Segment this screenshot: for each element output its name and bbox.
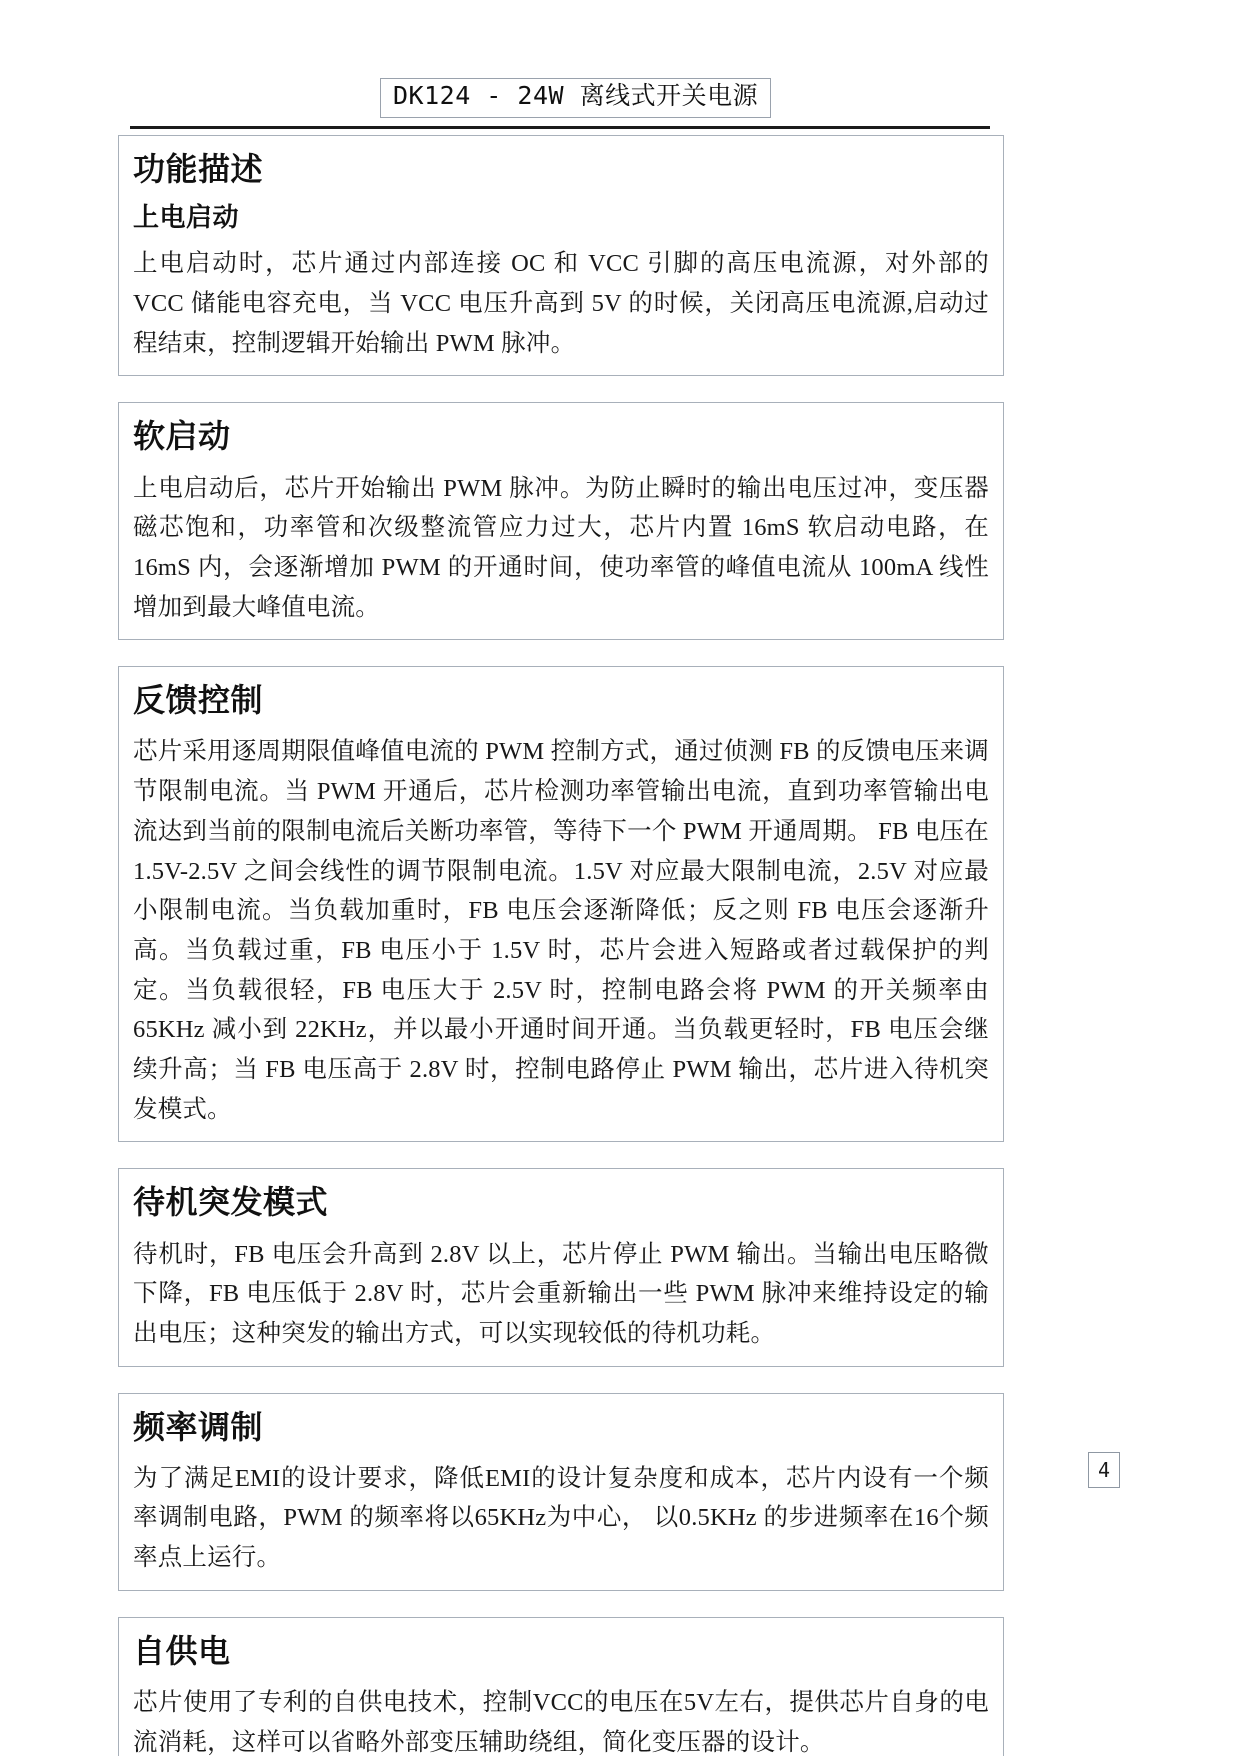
section-title: 功能描述 — [133, 150, 264, 188]
section-body: 为了满足EMI的设计要求，降低EMI的设计复杂度和成本，芯片内设有一个频率调制电路，PWM 的频率将以65KHz为中心， 以0.5KHz 的步进频率在16个频率点上运行。 — [133, 1464, 989, 1572]
section-title: 软启动 — [133, 417, 231, 456]
page-number: 4 — [1097, 1458, 1111, 1482]
section-body: 芯片采用逐周期限值峰值电流的 PWM 控制方式，通过侦测 FB 的反馈电压来调节限制电流。当 PWM 开通后，芯片检测功率管输出电流，直到功率管输出电流达到当前的限制电流后关断功率管，等待下一个 PWM 开通周期。 FB 电压在 1.5V-2.5V 之间会线性的调节限制电流。1.5V 对应最大限制电流，2.5V 对应最小限制电流。当负载加重时，FB 电压会逐渐降低；反之则 FB 电压会逐渐升高。当负载过重，FB 电压小于 1.5V 时，芯片会进入短路或者过载保护的判定。当负载很轻，FB 电压大于 2.5V 时，控制电路会将 PWM 的开关频率由 65KHz 减小到 22KHz，并以最小开通时间开通。当负载更轻时，FB 电压会继续升高；当 FB 电压高于 2.8V 时，控制电路停止 PWM 输出，芯片进入待机突发模式。 — [133, 738, 989, 1123]
section-self-power-supply — [118, 1617, 1004, 1756]
section-body: 上电启动后，芯片开始输出 PWM 脉冲。为防止瞬时的输出电压过冲，变压器磁芯饱和，功率管和次级整流管应力过大，芯片内置 16mS 软启动电路，在 16mS 内，会逐渐增加 PWM 的开通时间，使功率管的峰值电流从 100mA 线性增加到最大峰值电流。 — [133, 474, 989, 621]
section-body: 上电启动时，芯片通过内部连接 OC 和 VCC 引脚的高压电流源，对外部的 VCC 储能电容充电，当 VCC 电压升高到 5V 的时候，关闭高压电流源,启动过程结束，控制逻辑开始输出 PWM 脉冲。 — [133, 250, 989, 357]
section-title: 频率调制 — [133, 1407, 264, 1446]
section-feedback-control — [118, 666, 1004, 1142]
section-soft-start — [118, 402, 1004, 640]
section-title: 自供电 — [133, 1631, 231, 1670]
section-title: 待机突发模式 — [133, 1183, 329, 1222]
section-title: 反馈控制 — [133, 681, 264, 720]
header-title-box — [380, 78, 771, 118]
section-frequency-modulation — [118, 1393, 1004, 1591]
content-sections — [118, 135, 1004, 1756]
section-standby-burst-mode — [118, 1168, 1004, 1366]
section-body: 待机时，FB 电压会升高到 2.8V 以上，芯片停止 PWM 输出。当输出电压略微下降，FB 电压低于 2.8V 时，芯片会重新输出一些 PWM 脉冲来维持设定的输出电压；这种突发的输出方式，可以实现较低的待机功耗。 — [133, 1240, 989, 1347]
header-title: DK124 - 24W 离线式开关电源 — [393, 81, 759, 110]
page-number-box — [1088, 1452, 1120, 1488]
header-rule — [130, 126, 990, 129]
section-subtitle: 上电启动 — [133, 203, 240, 234]
section-function-description — [118, 135, 1004, 376]
page-header — [130, 78, 990, 130]
section-body: 芯片使用了专利的自供电技术，控制VCC的电压在5V左右，提供芯片自身的电流消耗，这样可以省略外部变压辅助绕组，简化变压器的设计。 — [133, 1689, 989, 1756]
